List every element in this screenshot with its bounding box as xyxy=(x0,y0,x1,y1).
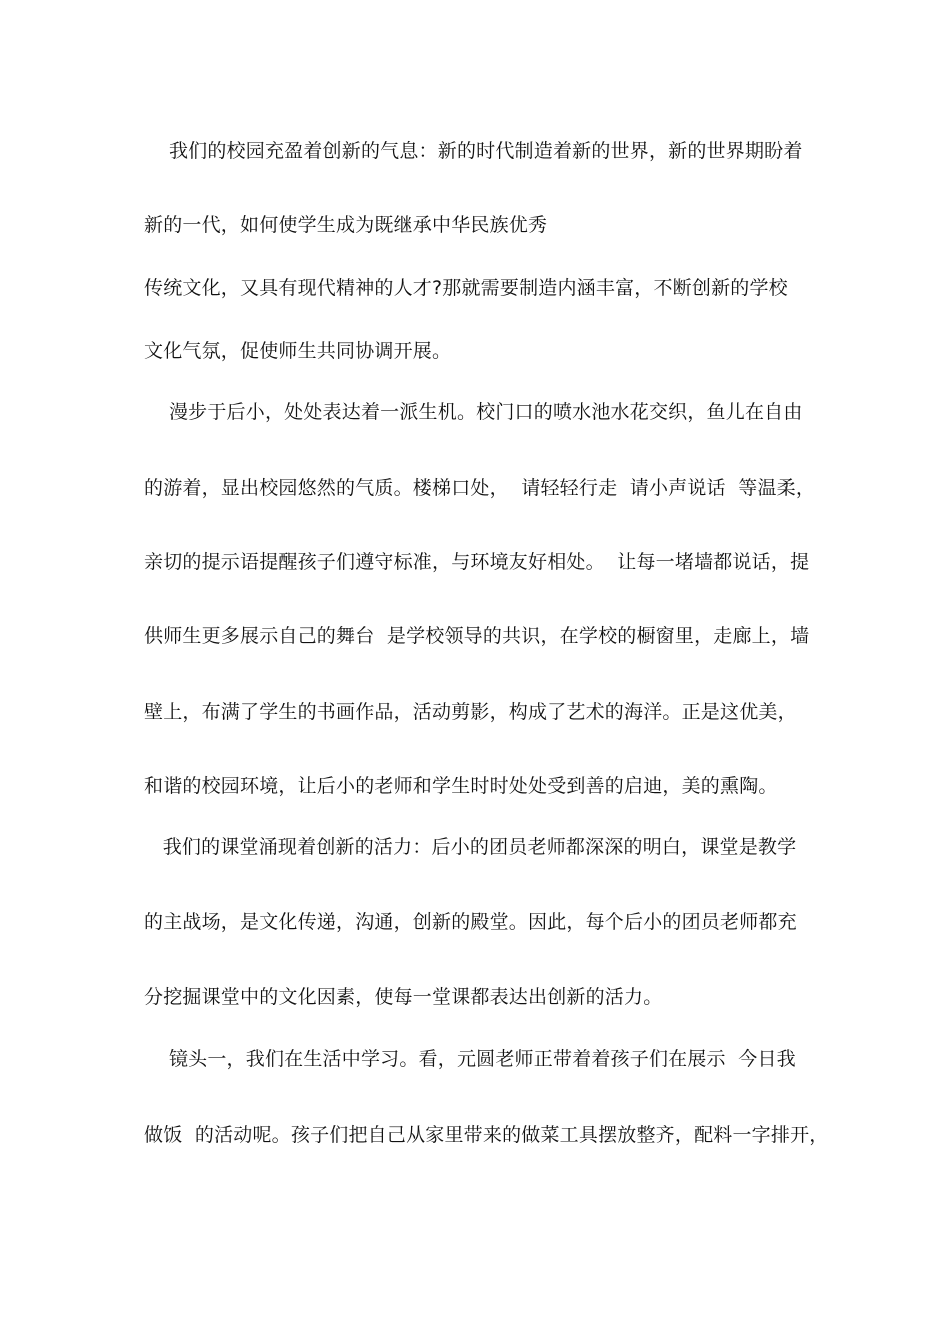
text-line: 镜头一，我们在生活中学习。看，元圆老师正带着着孩子们在展示 今日我 xyxy=(144,1048,796,1070)
text-line: 我们的校园充盈着创新的气息：新的时代制造着新的世界，新的世界期盼着 xyxy=(144,140,803,162)
text-line: 亲切的提示语提醒孩子们遵守标准，与环境友好相处。 让每一堵墙都说话，提 xyxy=(144,551,810,573)
text-line: 和谐的校园环境，让后小的老师和学生时时处处受到善的启迪，美的熏陶。 xyxy=(144,775,778,797)
text-line: 新的一代，如何使学生成为既继承中华民族优秀 xyxy=(144,214,548,236)
text-line: 的游着，显出校园悠然的气质。楼梯口处， 请轻轻行走 请小声说话 等温柔， xyxy=(144,477,816,499)
text-line: 的主战场，是文化传递，沟通，创新的殿堂。因此，每个后小的团员老师都充 xyxy=(144,911,797,933)
text-line: 供师生更多展示自己的舞台 是学校领导的共识，在学校的橱窗里，走廊上，墙 xyxy=(144,625,810,647)
text-line: 传统文化，又具有现代精神的人才?那就需要制造内涵丰富，不断创新的学校 xyxy=(144,277,788,299)
text-line: 分挖掘课堂中的文化因素，使每一堂课都表达出创新的活力。 xyxy=(144,986,663,1008)
text-line: 壁上，布满了学生的书画作品，活动剪影，构成了艺术的海洋。正是这优美， xyxy=(144,701,797,723)
text-line: 文化气氛，促使师生共同协调开展。 xyxy=(144,340,452,362)
text-line: 漫步于后小，处处表达着一派生机。校门口的喷水池水花交织，鱼儿在自由 xyxy=(144,401,803,423)
text-line: 我们的课堂涌现着创新的活力：后小的团员老师都深深的明白，课堂是教学 xyxy=(144,836,797,858)
text-line: 做饭 的活动呢。孩子们把自己从家里带来的做菜工具摆放整齐，配料一字排开， xyxy=(144,1124,829,1146)
